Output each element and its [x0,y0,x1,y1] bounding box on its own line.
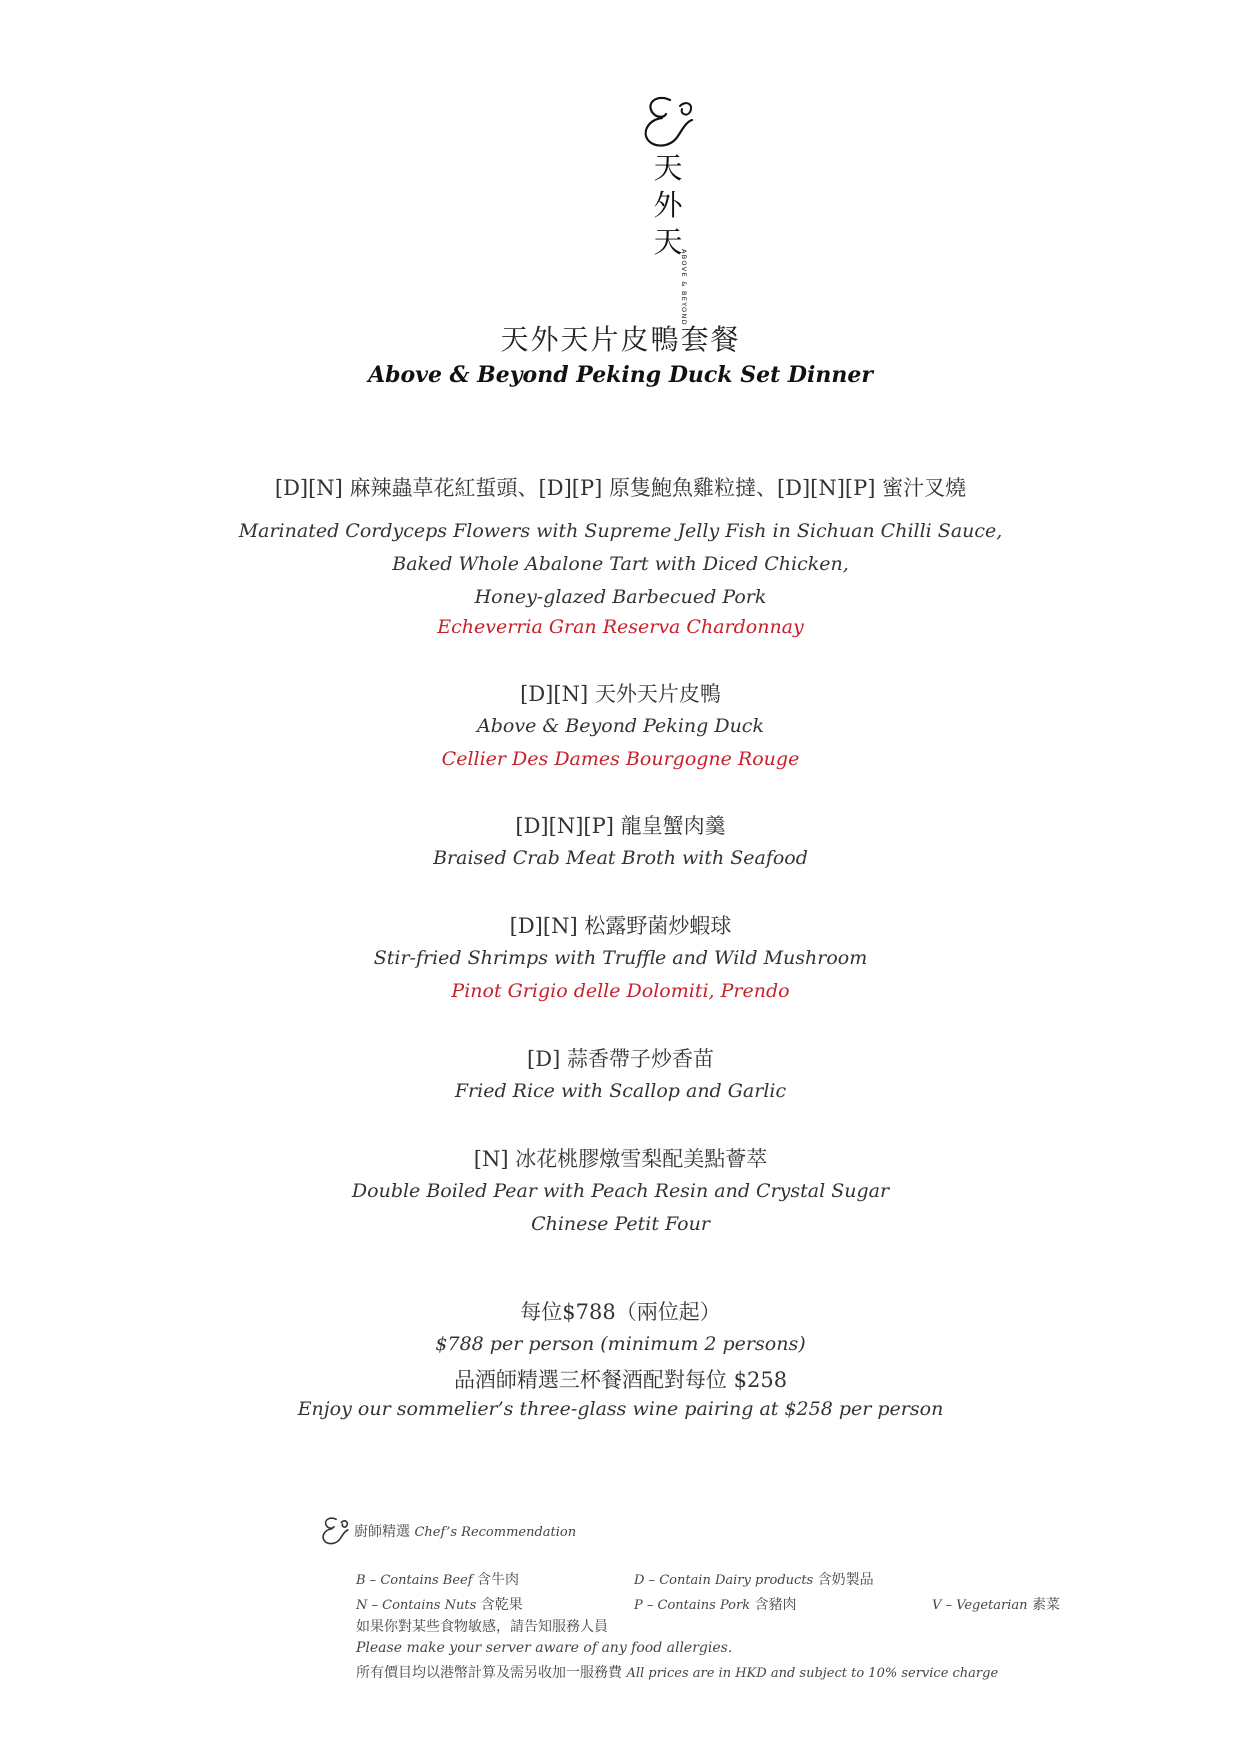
legend [320,1515,1070,1715]
course-4-wine: Pinot Grigio delle Dolomiti, Prendo [451,980,790,1002]
nuts-en: N – Contains Nuts [356,1598,477,1613]
price-cn: 每位$788（兩位起） [520,1300,721,1324]
logo-chinese-name [648,150,688,261]
nuts-cn: 含乾果 [480,1597,523,1613]
dairy-en: D – Contain Dairy products [634,1573,814,1588]
pairing-en: Enjoy our sommelier’s three-glass wine pairing at $258 per person [297,1398,944,1420]
course-2-en-line-1: Above & Beyond Peking Duck [477,715,764,737]
course-6-en-line-1: Double Boiled Pear with Peach Resin and Crystal Sugar [351,1180,890,1202]
course-1-en-line-3: Honey-glazed Barbecued Pork [474,586,767,608]
pork-cn: 含豬肉 [754,1597,797,1613]
chef-rec-cn: 廚師精選 [354,1524,410,1540]
course-1-en-line-2: Baked Whole Abalone Tart with Diced Chicken, [392,553,849,575]
dairy-cn: 含奶製品 [817,1572,874,1588]
course-2-wine: Cellier Des Dames Bourgogne Rouge [441,748,800,770]
chef-recommendation-icon [320,1515,350,1547]
pork-en: P – Contains Pork [634,1598,751,1613]
course-1-en-line-1: Marinated Cordyceps Flowers with Supreme Jelly Fish in Sichuan Chilli Sauce, [238,520,1003,542]
prices-en: All prices are in HKD and subject to 10% service charge [626,1666,999,1681]
course-1-cn: [D][N] 麻辣蟲草花紅蜇頭、[D][P] 原隻鮑魚雞粒撻、[D][N][P] 蜜汁叉燒 [274,476,967,500]
beef-cn: 含牛肉 [476,1572,519,1588]
price-en: $788 per person (minimum 2 persons) [435,1333,806,1355]
logo [640,92,720,326]
logo-char: 外 [653,188,683,222]
course-1-wine: Echeverria Gran Reserva Chardonnay [437,616,804,638]
course-6-cn: [N] 冰花桃膠燉雪梨配美點薈萃 [473,1147,768,1171]
beef-en: B – Contains Beef [356,1573,473,1588]
course-5-en-line-1: Fried Rice with Scallop and Garlic [454,1080,787,1102]
course-4-cn: [D][N] 松露野菌炒蝦球 [509,914,732,938]
prices-cn: 所有價目均以港幣計算及需另收加一服務費 [356,1665,622,1681]
allergy-en: Please make your server aware of any food allergies. [356,1640,733,1656]
logo-char: 天 [653,151,683,185]
logo-char: 天 [653,225,683,259]
course-2-cn: [D][N] 天外天片皮鴨 [520,682,721,706]
title-english: Above & Beyond Peking Duck Set Dinner [368,362,873,388]
chef-rec-en: Chef’s Recommendation [414,1525,577,1540]
course-3-en-line-1: Braised Crab Meat Broth with Seafood [433,847,808,869]
course-3-cn: [D][N][P] 龍皇蟹肉羹 [515,814,726,838]
logo-english-vertical: ABOVE & BEYOND [680,249,688,326]
course-4-en-line-1: Stir-fried Shrimps with Truffle and Wild Mushroom [373,947,868,969]
veg-cn: 素菜 [1031,1597,1060,1613]
allergy-cn: 如果你對某些食物敏感，請告知服務人員 [356,1619,608,1635]
title-chinese: 天外天片皮鴨套餐 [500,323,741,356]
course-5-cn: [D] 蒜香帶子炒香苗 [527,1047,714,1071]
veg-en: V – Vegetarian [932,1598,1028,1613]
pairing-cn: 品酒師精選三杯餐酒配對每位 $258 [453,1368,788,1392]
ampersand-logo-icon [640,92,696,152]
course-6-en-line-2: Chinese Petit Four [531,1213,710,1235]
